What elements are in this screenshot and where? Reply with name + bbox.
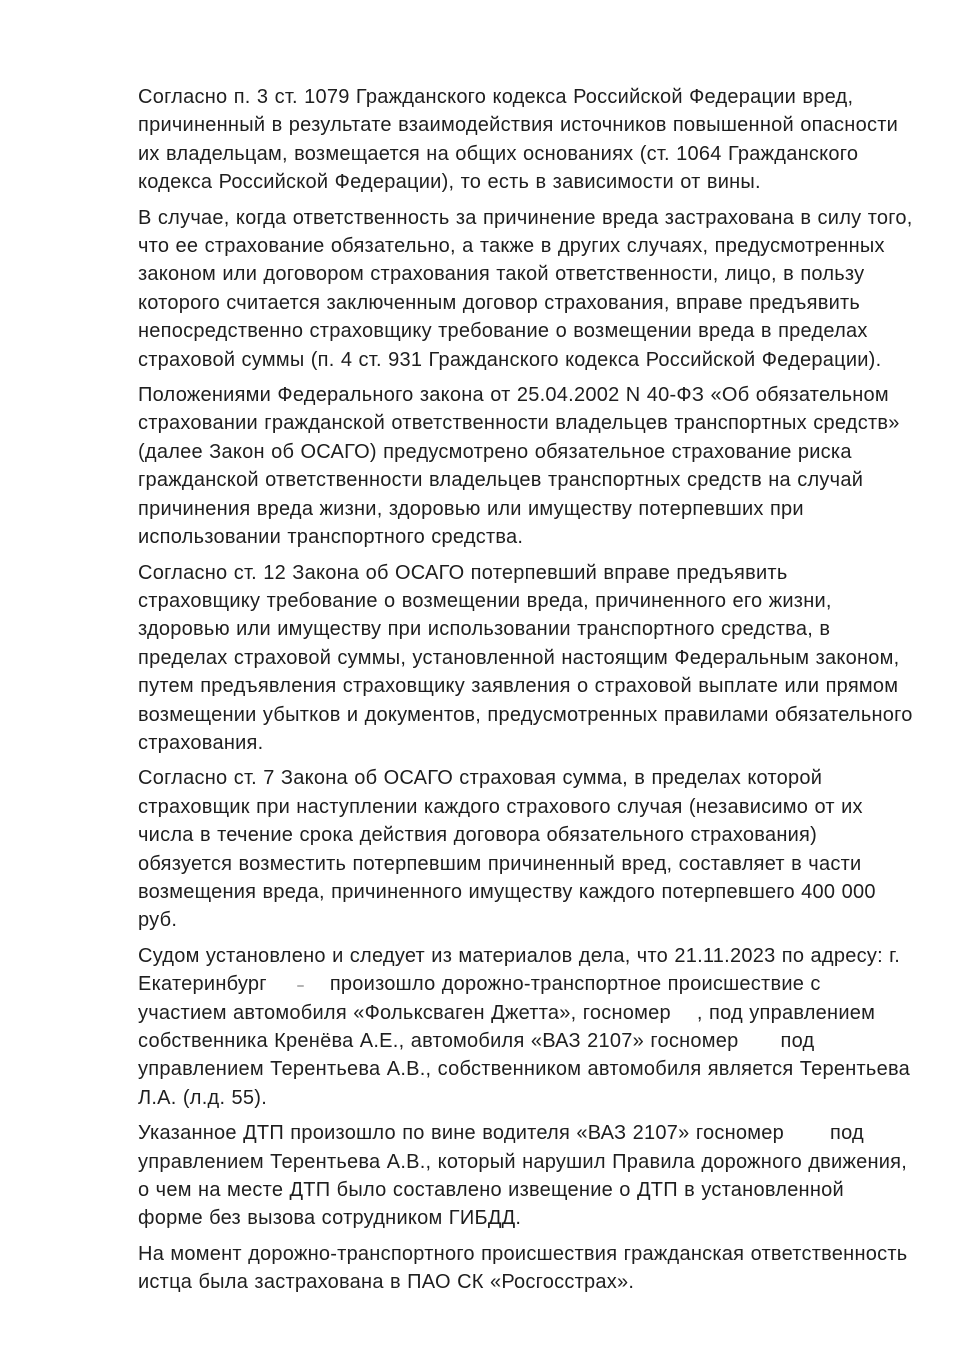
redacted-gap: [738, 1046, 780, 1047]
redacted-gap: [304, 989, 330, 990]
text-run: Указанное ДТП произошло по вине водителя «ВАЗ 2107» госномер: [138, 1122, 784, 1145]
text-run: , под управлением собственника Кренёва А.Е., автомобиля «ВАЗ 2107» госномер: [138, 1001, 876, 1052]
text-run: под управлением Терентьева А.В., собственником автомобиля является Терентьева Л.А. (л.д. 55).: [138, 1030, 910, 1109]
text-run: На момент дорожно-транспортного происшествия гражданская ответственность истца была застрахована в ПАО СК «Росгосстрах».: [138, 1242, 908, 1294]
text-run: Согласно ст. 7 Закона об ОСАГО страховая сумма, в пределах которой страховщик при наступлении каждого страхового случая (независимо от их числа в течение срока действия договора обязательного страхования) обязуется возместить потерпевшим причиненный вред, составляет в части возмещения вреда, причиненного имуществу каждого потерпевшего 400 000 руб.: [138, 767, 876, 932]
text-run: В случае, когда ответственность за причинение вреда застрахована в силу того, что ее страхование обязательно, а также в других случаях, предусмотренных законом или договором страхования такой ответственности, лицо, в пользу которого считается заключенным договор страхования, вправе предъявить непосредственно страховщику требование о возмещении вреда в пределах страховой суммы (п. 4 ст. 931 Гражданского кодекса Российской Федерации).: [138, 206, 913, 371]
redacted-gap: [671, 1018, 697, 1019]
paragraph: [138, 204, 915, 374]
paragraph: [138, 559, 915, 758]
text-run: Судом установлено и следует из материалов дела, что 21.11.2023 по адресу: г. Екатеринбург: [138, 944, 901, 996]
redacted-gap: [784, 1138, 830, 1139]
legal-text-body: [138, 83, 915, 1297]
text-run: Положениями Федерального закона от 25.04.2002 N 40-ФЗ «Об обязательном страховании гражданской ответственности владельцев транспортных средств» (далее Закон об ОСАГО) предусмотрено обязательное страхование риска гражданской ответственности владельцев транспортных средств на случай причинения вреда жизни, здоровью или имуществу потерпевших при использовании транспортного средства.: [138, 384, 900, 549]
paragraph: [138, 764, 915, 934]
text-run: произошло дорожно-транспортное происшествие с участием автомобиля «Фольксваген Джетта», госномер: [138, 973, 821, 1024]
paragraph: [138, 83, 915, 197]
redaction-mark: [297, 985, 304, 987]
paragraph: [138, 942, 915, 1112]
text-run: под управлением Терентьева А.В., который нарушил Правила дорожного движения, о чем на месте ДТП было составлено извещение о ДТП в установленной форме без вызова сотрудником ГИБДД.: [138, 1122, 908, 1230]
text-run: Согласно ст. 12 Закона об ОСАГО потерпевший вправе предъявить страховщику требование о возмещении вреда, причиненного его жизни, здоровью или имуществу при использовании транспортного средства, в пределах страховой суммы, установленной настоящим Федеральным законом, путем предъявления страховщику заявления о страховой выплате или прямом возмещении убытков и документов, предусмотренных правилами обязательного страхования.: [138, 561, 913, 754]
redacted-gap: [267, 989, 297, 990]
paragraph: [138, 381, 915, 551]
text-run: Согласно п. 3 ст. 1079 Гражданского кодекса Российской Федерации вред, причиненный в результате взаимодействия источников повышенной опасности их владельцам, возмещается на общих основаниях (ст. 1064 Гражданского кодекса Российской Федерации), то есть в зависимости от вины.: [138, 86, 899, 194]
paragraph: [138, 1119, 915, 1233]
paragraph: [138, 1240, 915, 1297]
